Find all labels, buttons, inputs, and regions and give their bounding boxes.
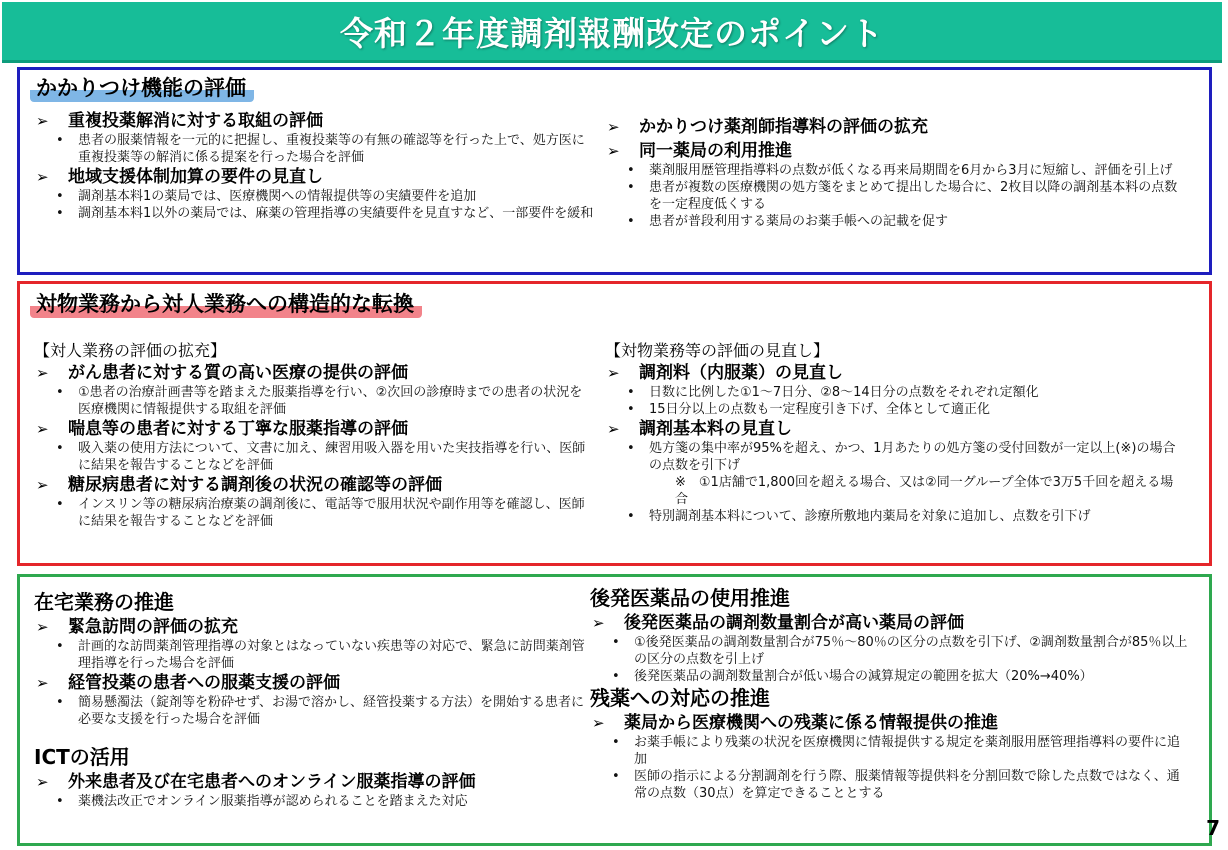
arrow-bullet-icon: ➢: [607, 118, 620, 136]
list-item: • 簡易懸濁法（錠剤等を粉砕せず、お湯で溶かし、経管投薬する方法）を開始する患者に必要な支援を行った場合を評価: [56, 695, 584, 727]
list-item: • 計画的な訪問薬剤管理指導の対象とはなっていない疾患等の対応で、緊急に訪問薬剤管理指導を行った場合を評価: [56, 639, 585, 671]
section-others: [17, 574, 1212, 846]
page-title: 令和２年度調剤報酬改定のポイント: [340, 13, 884, 53]
heading: ➢ 喘息等の患者に対する丁寧な服薬指導の評価: [36, 419, 408, 439]
heading: ➢ 調剤基本料の見直し: [607, 419, 792, 439]
list-item: • 薬機法改正でオンライン服薬指導が認められることを踏まえた対応: [56, 794, 468, 809]
list-item: • 患者が複数の医療機関の処方箋をまとめて提出した場合に、2枚目以降の調剤基本料の点数を一定程度低くする: [627, 180, 1178, 212]
bullet-icon: •: [627, 180, 635, 195]
bullet-icon: •: [612, 735, 620, 750]
section-title-kohatsu: 後発医薬品の使用推進: [590, 586, 790, 610]
section1-right: [605, 116, 1185, 230]
arrow-bullet-icon: ➢: [592, 714, 605, 732]
heading: ➢ 地域支援体制加算の要件の見直し: [36, 167, 323, 187]
arrow-bullet-icon: ➢: [36, 773, 49, 791]
arrow-bullet-icon: ➢: [36, 476, 49, 494]
bullet-icon: •: [56, 441, 64, 456]
list-item: • 日数に比例した①1～7日分、②8～14日分の点数をそれぞれ定額化: [627, 385, 1039, 400]
arrow-bullet-icon: ➢: [36, 168, 49, 186]
bullet-icon: •: [56, 794, 64, 809]
heading: ➢ 緊急訪問の評価の拡充: [36, 617, 238, 637]
section3-left: [34, 589, 594, 810]
arrow-bullet-icon: ➢: [36, 364, 49, 382]
bullet-icon: •: [627, 214, 635, 229]
section-title-zaitaku: 在宅業務の推進: [34, 590, 174, 614]
subheading: 【対物業務等の評価の見直し】: [605, 341, 830, 360]
list-item: • 吸入薬の使用方法について、文書に加え、練習用吸入器を用いた実技指導を行い、医師に結果を報告することなどを評価: [56, 441, 586, 473]
arrow-bullet-icon: ➢: [36, 112, 49, 130]
bullet-icon: •: [56, 133, 64, 148]
list-item: • 15日分以上の点数も一定程度引き下げ、全体として適正化: [627, 402, 991, 417]
list-item: • ①患者の治療計画書等を踏まえた服薬指導を行い、②次回の診療時までの患者の状況を医療機関に情報提供する取組を評価: [56, 385, 583, 417]
section2-title-wrap: [34, 290, 1184, 318]
heading: ➢ 重複投薬解消に対する取組の評価: [36, 111, 323, 131]
arrow-bullet-icon: ➢: [607, 142, 620, 160]
heading: ➢ 同一薬局の利用推進: [607, 141, 792, 161]
title-bar: [2, 2, 1222, 63]
bullet-icon: •: [627, 163, 635, 178]
list-item: • 調剤基本料1以外の薬局では、麻薬の管理指導の実績要件を見直すなど、一部要件を緩和: [56, 206, 594, 221]
heading: ➢ 薬局から医療機関への残薬に係る情報提供の推進: [592, 713, 998, 733]
bullet-icon: •: [56, 189, 64, 204]
bullet-icon: •: [627, 402, 635, 417]
list-item: • 調剤基本料1の薬局では、医療機関への情報提供等の実績要件を追加: [56, 189, 477, 204]
section2-left: [34, 340, 594, 530]
bullet-icon: •: [612, 669, 620, 684]
section-title-zanyaku: 残薬への対応の推進: [590, 686, 770, 710]
arrow-bullet-icon: ➢: [36, 618, 49, 636]
heading: ➢ 糖尿病患者に対する調剤後の状況の確認等の評価: [36, 475, 442, 495]
section-title-ict: ICTの活用: [34, 745, 130, 769]
heading: ➢ 調剤料（内服薬）の見直し: [607, 363, 843, 383]
list-item: • 患者の服薬情報を一元的に把握し、重複投薬等の有無の確認等を行った上で、処方医に重複投薬等の解消に係る提案を行った場合を評価: [56, 133, 585, 165]
list-item: • 処方箋の集中率が95%を超え、かつ、1月あたりの処方箋の受付回数が一定以上(※)の場合の点数を引下げ: [627, 441, 1176, 473]
list-item: • ①後発医薬品の調剤数量割合が75％～80％の区分の点数を引下げ、②調剤数量割合が85％以上の区分の点数を引上げ: [612, 635, 1188, 667]
section2-title: 対物業務から対人業務への構造的な転換: [30, 290, 422, 318]
bullet-icon: •: [627, 441, 635, 456]
heading: ➢ がん患者に対する質の高い医療の提供の評価: [36, 363, 408, 383]
section1-left: [34, 74, 594, 222]
bullet-icon: •: [56, 695, 64, 710]
arrow-bullet-icon: ➢: [607, 364, 620, 382]
list-item: • 薬剤服用歴管理指導料の点数が低くなる再来局期間を6月から3月に短縮し、評価を引上げ: [627, 163, 1173, 178]
arrow-bullet-icon: ➢: [36, 420, 49, 438]
note: ※ ①1店舗で1,800回を超える場合、又は②同一グループ全体で3万5千回を超える場合: [675, 475, 1174, 507]
bullet-icon: •: [612, 635, 620, 650]
bullet-icon: •: [56, 497, 64, 512]
heading: ➢ 経管投薬の患者への服薬支援の評価: [36, 673, 340, 693]
bullet-icon: •: [56, 206, 64, 221]
page-number: 7: [1206, 816, 1220, 840]
section-taijin: [17, 281, 1212, 566]
arrow-bullet-icon: ➢: [36, 674, 49, 692]
list-item: • インスリン等の糖尿病治療薬の調剤後に、電話等で服用状況や副作用等を確認し、医師に結果を報告することなどを評価: [56, 497, 585, 529]
section3-right: [590, 585, 1190, 802]
arrow-bullet-icon: ➢: [592, 614, 605, 632]
bullet-icon: •: [627, 385, 635, 400]
section-kakaritsuke: [17, 67, 1212, 275]
bullet-icon: •: [627, 509, 635, 524]
list-item: • 患者が普段利用する薬局のお薬手帳への記載を促す: [627, 214, 949, 229]
heading: ➢ かかりつけ薬剤師指導料の評価の拡充: [607, 117, 928, 137]
heading: ➢ 外来患者及び在宅患者へのオンライン服薬指導の評価: [36, 772, 476, 792]
list-item: • 特別調剤基本料について、診療所敷地内薬局を対象に追加し、点数を引下げ: [627, 509, 1091, 524]
bullet-icon: •: [56, 385, 64, 400]
arrow-bullet-icon: ➢: [607, 420, 620, 438]
section1-title: かかりつけ機能の評価: [30, 74, 254, 102]
list-item: • 後発医薬品の調剤数量割合が低い場合の減算規定の範囲を拡大（20%→40%）: [612, 669, 1093, 684]
bullet-icon: •: [612, 769, 620, 784]
subheading: 【対人業務の評価の拡充】: [34, 341, 227, 360]
heading: ➢ 後発医薬品の調剤数量割合が高い薬局の評価: [592, 613, 964, 633]
list-item: • お薬手帳により残薬の状況を医療機関に情報提供する規定を薬剤服用歴管理指導料の要件に追加: [612, 735, 1181, 767]
list-item: • 医師の指示による分割調剤を行う際、服薬情報等提供料を分割回数で除した点数ではなく、通常の点数（30点）を算定できることとする: [612, 769, 1180, 801]
bullet-icon: •: [56, 639, 64, 654]
section2-right: [605, 340, 1185, 525]
